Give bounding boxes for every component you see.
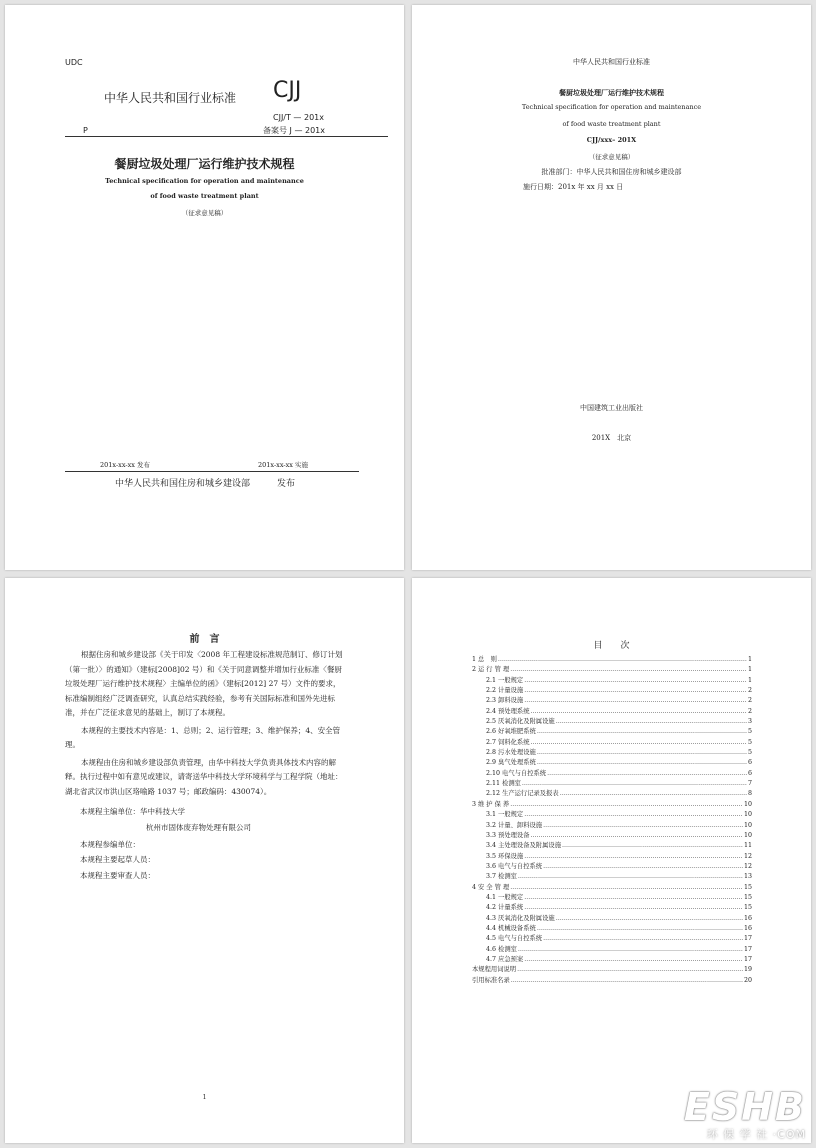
toc-leader-dots — [517, 965, 743, 975]
title-en-line2: of food waste treatment plant — [562, 120, 661, 128]
toc-entry[interactable] — [472, 769, 752, 779]
toc-entry-page: 16 — [743, 924, 752, 932]
foreword-paragraph: 本规程由住房和城乡建设部负责管理，由华中科技大学负责具体技术内容的解释。执行过程中如有意见或建议，请寄送华中科技大学环境科学与工程学院（地址：湖北省武汉市洪山区珞喻路 1037 号；邮政编码：430074）。 — [65, 757, 343, 796]
toc-entry[interactable] — [472, 758, 752, 768]
toc-entry-label: 2.6 好氧堆肥系统 — [486, 728, 536, 736]
main-drafters: 本规程主要起草人员： — [80, 855, 155, 864]
toc-entry-label: 2 运 行 管 理 — [472, 666, 510, 674]
toc-leader-dots — [537, 758, 747, 768]
toc-entry-label: 3.7 检测室 — [486, 873, 517, 881]
cover-page — [5, 5, 404, 570]
toc-entry-label: 3.5 环保设施 — [486, 852, 524, 860]
toc-entry[interactable] — [472, 738, 752, 748]
toc-entry-label: 2.9 臭气处理系统 — [486, 759, 536, 767]
toc-entry-label: 4 安 全 管 理 — [472, 883, 510, 891]
toc-entry-page: 2 — [747, 687, 752, 695]
toc-entry[interactable] — [472, 914, 752, 924]
toc-entry[interactable] — [472, 883, 752, 893]
participating-units: 本规程参编单位： — [80, 840, 140, 849]
toc-leader-dots — [524, 686, 747, 696]
toc-entry-label: 3 维 护 保 养 — [472, 800, 510, 808]
toc-entry-page: 10 — [743, 811, 752, 819]
toc-entry-label: 3.2 计量、卸料设施 — [486, 821, 543, 829]
standard-code: CJJ/xxx– 201X — [586, 136, 637, 144]
toc-entry[interactable] — [472, 955, 752, 965]
toc-entry-label: 2.3 卸料设施 — [486, 697, 524, 705]
standard-title: 中华人民共和国行业标准 — [573, 58, 650, 66]
toc-entry-page: 13 — [743, 873, 752, 881]
toc-entry[interactable] — [472, 707, 752, 717]
toc-entry-page: 17 — [743, 935, 752, 943]
toc-entry-page: 17 — [743, 945, 752, 953]
toc-leader-dots — [543, 821, 743, 831]
title-en-line1: Technical specification for operation and maintenance — [521, 103, 702, 111]
toc-entry-page: 20 — [743, 976, 752, 984]
toc-entry-label: 2.5 厌氧消化及附属设施 — [486, 718, 555, 726]
toc-leader-dots — [524, 676, 747, 686]
toc-leader-dots — [511, 976, 743, 986]
toc-entry[interactable] — [472, 934, 752, 944]
toc-entry[interactable] — [472, 945, 752, 955]
toc-entry-label: 4.2 计量系统 — [486, 904, 524, 912]
issue-word: 发布 — [277, 479, 296, 489]
toc-leader-dots — [547, 769, 747, 779]
toc-leader-dots — [531, 738, 747, 748]
toc-entry-page: 3 — [747, 718, 752, 726]
toc-entry[interactable] — [472, 748, 752, 758]
toc-leader-dots — [556, 717, 747, 727]
watermark-logo: ESHB — [683, 1085, 806, 1129]
toc-leader-dots — [531, 831, 743, 841]
toc-entry[interactable] — [472, 800, 752, 810]
chief-editor-second: 杭州市固体废弃物处理有限公司 — [146, 823, 251, 832]
toc-entry-page: 12 — [743, 862, 752, 870]
udc-label: UDC — [65, 58, 83, 67]
toc-entry-page: 2 — [747, 697, 752, 705]
toc-leader-dots — [543, 862, 743, 872]
toc-entry-label: 2.11 检测室 — [486, 780, 521, 788]
toc-entry[interactable] — [472, 655, 752, 665]
foreword-paragraph: 本规程的主要技术内容是：1、总则；2、运行管理；3、维护保养；4、安全管理。 — [65, 725, 341, 749]
toc-leader-dots — [510, 800, 743, 810]
toc-entry-label: 4.4 机械设备系统 — [486, 924, 536, 932]
implement-date: 201x-xx-xx 实施 — [258, 461, 308, 469]
toc-entry[interactable] — [472, 831, 752, 841]
toc-leader-dots — [537, 748, 747, 758]
toc-heading: 目 次 — [593, 641, 630, 651]
toc-entry-page: 1 — [747, 656, 752, 663]
toc-entry[interactable] — [472, 665, 752, 675]
effective-date: 施行日期：201x 年 xx 月 xx 日 — [523, 183, 624, 191]
toc-entry-page: 7 — [747, 780, 752, 788]
toc-entry[interactable] — [472, 852, 752, 862]
foreword-page — [5, 578, 404, 1143]
toc-entry[interactable] — [472, 717, 752, 727]
toc-entry[interactable] — [472, 976, 752, 986]
toc-entry-label: 2.2 计量设施 — [486, 687, 524, 695]
record-number: 备案号 J — 201x — [263, 126, 325, 135]
toc-entry[interactable] — [472, 789, 752, 799]
issuer: 中华人民共和国住房和城乡建设部 — [115, 479, 251, 489]
draft-note: （征求意见稿） — [588, 153, 635, 161]
publish-date: 201x-xx-xx 发布 — [100, 461, 150, 469]
title-en-line2: of food waste treatment plant — [150, 192, 259, 200]
toc-entry[interactable] — [472, 965, 752, 975]
foreword-heading: 前 言 — [189, 634, 220, 645]
toc-entry-page: 10 — [743, 821, 752, 829]
toc-entry-label: 3.4 主处理设备及附属设施 — [486, 842, 561, 850]
toc-leader-dots — [524, 810, 743, 820]
foreword-body — [65, 648, 347, 802]
toc-entry-page: 2 — [747, 707, 752, 715]
watermark-tagline: 环 保 学 社 ·COM — [706, 1128, 806, 1141]
toc-entry-label: 3.1 一般规定 — [486, 811, 524, 819]
toc-entry[interactable] — [472, 924, 752, 934]
draft-note: （征求意见稿） — [181, 209, 228, 217]
toc-leader-dots — [524, 903, 743, 913]
toc-leader-dots — [524, 893, 743, 903]
toc-entry-page: 16 — [743, 914, 752, 922]
toc-leader-dots — [562, 841, 743, 851]
p-label: P — [83, 126, 88, 135]
toc-leader-dots — [518, 872, 743, 882]
toc-page — [412, 578, 811, 1143]
toc-entry[interactable] — [472, 841, 752, 851]
toc-entry-label: 4.7 应急预案 — [486, 955, 524, 963]
header-rule — [65, 136, 388, 137]
toc-leader-dots — [524, 696, 747, 706]
toc-leader-dots — [556, 914, 743, 924]
toc-entry[interactable] — [472, 893, 752, 903]
toc-list — [472, 655, 752, 986]
toc-leader-dots — [543, 934, 743, 944]
main-reviewers: 本规程主要审查人员： — [80, 871, 155, 880]
site-watermark — [683, 1085, 806, 1142]
title-cn: 餐厨垃圾处理厂运行维护技术规程 — [114, 157, 295, 171]
toc-entry-page: 6 — [747, 759, 752, 767]
toc-entry-page: 1 — [747, 676, 752, 684]
page-number: 1 — [202, 1094, 207, 1101]
cjj-mark: CJJ — [273, 78, 302, 103]
toc-entry[interactable] — [472, 696, 752, 706]
toc-entry[interactable] — [472, 686, 752, 696]
toc-entry-label: 2.10 电气与自控系统 — [486, 769, 547, 777]
title-page — [412, 5, 811, 570]
approval-department: 批准部门：中华人民共和国住房和城乡建设部 — [541, 168, 682, 176]
toc-entry[interactable] — [472, 676, 752, 686]
toc-entry-page: 12 — [743, 852, 752, 860]
toc-leader-dots — [498, 655, 747, 665]
standard-title: 中华人民共和国行业标准 — [104, 91, 237, 105]
toc-entry-label: 4.6 检测室 — [486, 945, 517, 953]
toc-entry-label: 3.6 电气与自控系统 — [486, 862, 543, 870]
toc-entry-label: 2.1 一般规定 — [486, 676, 524, 684]
toc-leader-dots — [510, 665, 747, 675]
standard-code: CJJ/T — 201x — [273, 113, 324, 122]
foreword-paragraph: 根据住房和城乡建设部《关于印发〈2008 年工程建设标准规范制订、修订计划（第一批）〉的通知》（建标[2008]02 号）和《关于同意调整并增加行业标准〈餐厨垃圾处理厂运行维护技术规程〉主编单位的函》（建标[2012] 27 号）文件的要求，标准编制组经广泛调查研究，认真总结实践经验，参考有关国际标准和国外先进标准，并在广泛征求意见的基础上，制订了本规程。 — [65, 650, 343, 717]
toc-entry-page: 19 — [743, 966, 752, 974]
toc-leader-dots — [510, 883, 743, 893]
toc-entry-label: 1 总 则 — [472, 656, 497, 663]
toc-entry[interactable] — [472, 903, 752, 913]
toc-entry-page: 17 — [743, 955, 752, 963]
toc-entry-page: 5 — [747, 738, 752, 746]
toc-entry-page: 15 — [743, 904, 752, 912]
toc-entry[interactable] — [472, 779, 752, 789]
toc-entry-page: 15 — [743, 883, 752, 891]
toc-entry-label: 2.4 预处理系统 — [486, 707, 530, 715]
toc-entry-page: 6 — [747, 769, 752, 777]
toc-entry[interactable] — [472, 872, 752, 882]
chief-editor-units: 本规程主编单位：华中科技大学 — [80, 807, 185, 816]
toc-leader-dots — [537, 924, 743, 934]
toc-entry-label: 3.3 预处理设备 — [486, 831, 530, 839]
toc-entry-page: 10 — [743, 800, 752, 808]
toc-leader-dots — [560, 789, 747, 799]
toc-entry-page: 8 — [747, 790, 752, 798]
publisher: 中国建筑工业出版社 — [580, 404, 643, 412]
toc-entry-page: 5 — [747, 749, 752, 757]
toc-entry-label: 2.8 污水处理设施 — [486, 749, 536, 757]
toc-entry-label: 4.1 一般规定 — [486, 893, 524, 901]
toc-leader-dots — [524, 852, 743, 862]
toc-leader-dots — [524, 955, 743, 965]
toc-entry[interactable] — [472, 862, 752, 872]
toc-entry-page: 11 — [743, 842, 752, 850]
toc-entry-label: 引用标准名录 — [472, 976, 510, 984]
toc-leader-dots — [537, 727, 747, 737]
toc-entry-label: 4.3 厌氧消化及附属设施 — [486, 914, 555, 922]
toc-entry-label: 4.5 电气与自控系统 — [486, 935, 543, 943]
title-en-line1: Technical specification for operation and maintenance — [105, 177, 304, 185]
toc-entry-page: 10 — [743, 831, 752, 839]
toc-entry[interactable] — [472, 727, 752, 737]
toc-entry-label: 2.7 饲料化系统 — [486, 738, 530, 746]
toc-leader-dots — [522, 779, 747, 789]
title-cn: 餐厨垃圾处理厂运行维护技术规程 — [559, 89, 664, 97]
toc-entry[interactable] — [472, 821, 752, 831]
toc-entry-page: 5 — [747, 728, 752, 736]
toc-leader-dots — [531, 707, 747, 717]
toc-entry-label: 本规程用词说明 — [472, 966, 517, 974]
toc-entry[interactable] — [472, 810, 752, 820]
footer-rule — [65, 471, 359, 472]
toc-entry-label: 2.12 生产运行记录及报表 — [486, 790, 559, 798]
toc-entry-page: 15 — [743, 893, 752, 901]
publish-place: 201X 北京 — [591, 434, 632, 442]
toc-leader-dots — [518, 945, 743, 955]
toc-entry-page: 1 — [747, 666, 752, 674]
